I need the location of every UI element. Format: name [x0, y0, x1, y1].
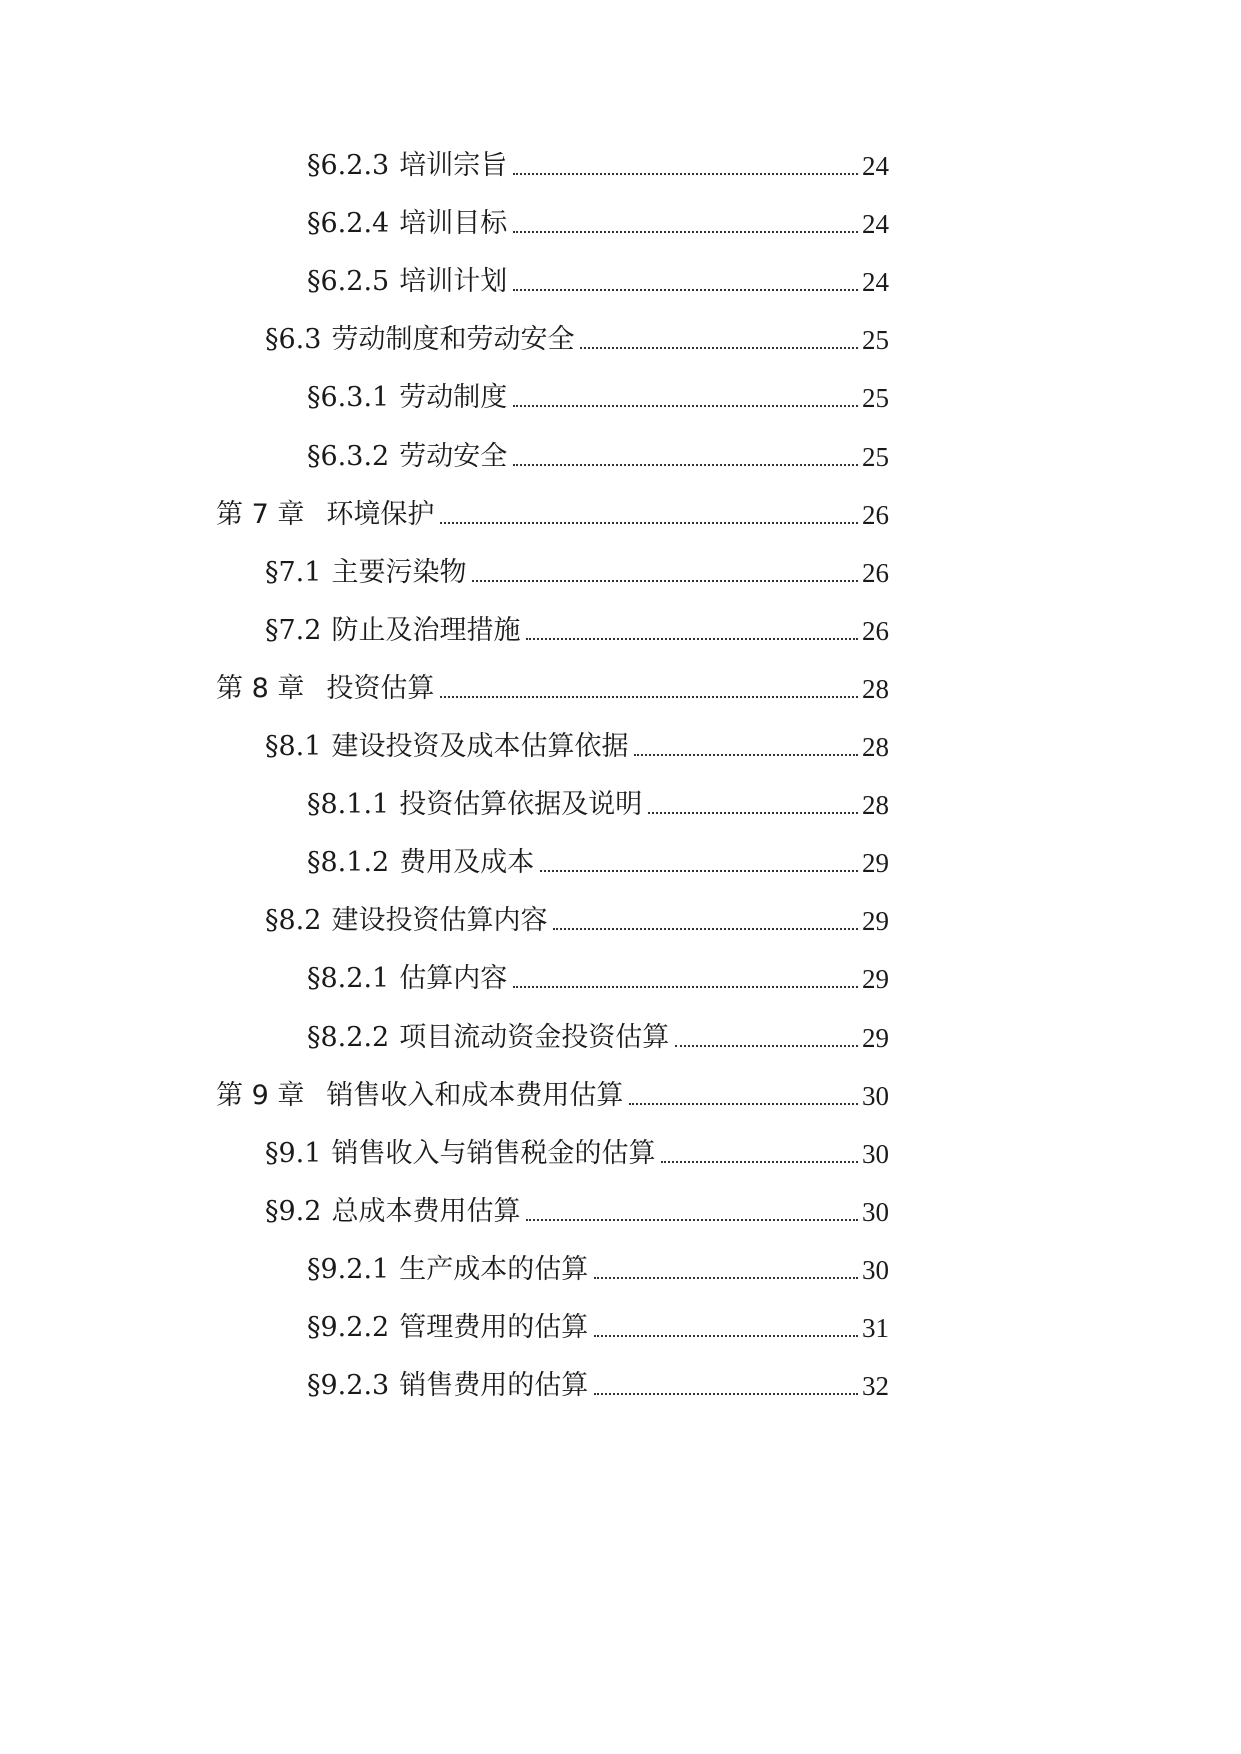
- dot-leader: [440, 522, 858, 524]
- toc-entry-number: §8.1: [265, 731, 322, 762]
- toc-entry[interactable]: [265, 550, 889, 590]
- toc-entry-number: §7.1: [265, 557, 322, 588]
- toc-entry-page-number: 31: [862, 1313, 889, 1343]
- toc-entry[interactable]: [307, 434, 889, 474]
- toc-entry[interactable]: [265, 1189, 889, 1229]
- toc-entry-page-number: 29: [862, 1023, 889, 1053]
- toc-entry[interactable]: [265, 317, 889, 357]
- toc-entry-page-number: 29: [862, 906, 889, 936]
- toc-entry-title: 培训目标: [399, 208, 508, 239]
- toc-entry[interactable]: [216, 492, 889, 532]
- toc-entry-title: 主要污染物: [331, 557, 467, 588]
- toc-entry[interactable]: [307, 1363, 889, 1403]
- toc-entry-title: 项目流动资金投资估算: [399, 1022, 670, 1053]
- dot-leader: [526, 638, 858, 640]
- dot-leader: [513, 173, 858, 175]
- toc-entry-page-number: 29: [862, 964, 889, 994]
- toc-entry[interactable]: [307, 840, 889, 880]
- dot-leader: [526, 1219, 858, 1221]
- toc-entry-title: 劳动制度: [399, 382, 508, 413]
- toc-entry[interactable]: [307, 956, 889, 996]
- toc-entry-title: 环境保护: [326, 499, 435, 530]
- toc-entry[interactable]: [216, 1073, 889, 1113]
- toc-entry[interactable]: [265, 608, 889, 648]
- dot-leader: [513, 289, 858, 291]
- dot-leader: [553, 928, 858, 930]
- toc-entry[interactable]: [307, 201, 889, 241]
- toc-entry-page-number: 28: [862, 790, 889, 820]
- dot-leader: [540, 870, 858, 872]
- toc-entry[interactable]: [307, 375, 889, 415]
- toc-entry-title: 培训计划: [399, 266, 508, 297]
- dot-leader: [513, 986, 858, 988]
- toc-entry-page-number: 30: [862, 1081, 889, 1111]
- toc-entry-number: §8.2.1: [307, 963, 390, 994]
- toc-entry[interactable]: [265, 1131, 889, 1171]
- toc-entry[interactable]: [307, 1015, 889, 1055]
- toc-entry-title: 费用及成本: [399, 847, 535, 878]
- toc-entry-page-number: 30: [862, 1139, 889, 1169]
- toc-entry-number: §6.2.4: [307, 208, 390, 239]
- toc-entry-number: §8.1.1: [307, 789, 390, 820]
- toc-entry[interactable]: [216, 666, 889, 706]
- toc-entry[interactable]: [265, 898, 889, 938]
- toc-entry-number: §6.2.5: [307, 266, 390, 297]
- toc-entry[interactable]: [265, 724, 889, 764]
- toc-entry-title: 估算内容: [399, 963, 508, 994]
- dot-leader: [513, 231, 858, 233]
- toc-entry-page-number: 25: [862, 325, 889, 355]
- toc-entry-number: §7.2: [265, 615, 322, 646]
- dot-leader: [661, 1161, 858, 1163]
- toc-entry-number: §8.2: [265, 905, 322, 936]
- toc-entry-page-number: 26: [862, 558, 889, 588]
- toc-entry-number: §9.1: [265, 1138, 322, 1169]
- dot-leader: [629, 1103, 858, 1105]
- dot-leader: [634, 754, 858, 756]
- toc-entry-number: 第 8 章: [216, 673, 305, 704]
- toc-entry-number: §6.3.2: [307, 441, 390, 472]
- toc-entry-title: 销售收入与销售税金的估算: [331, 1138, 656, 1169]
- toc-entry-page-number: 25: [862, 442, 889, 472]
- toc-entry-title: 防止及治理措施: [331, 615, 521, 646]
- dot-leader: [580, 347, 858, 349]
- toc-entry-title: 管理费用的估算: [399, 1312, 589, 1343]
- dot-leader: [594, 1277, 858, 1279]
- toc-entry-page-number: 26: [862, 616, 889, 646]
- toc-entry-number: §8.2.2: [307, 1022, 390, 1053]
- dot-leader: [594, 1393, 858, 1395]
- dot-leader: [513, 464, 858, 466]
- toc-entry-number: §6.2.3: [307, 150, 390, 181]
- toc-entry-number: §9.2.1: [307, 1254, 390, 1285]
- toc-entry-page-number: 28: [862, 732, 889, 762]
- toc-entry-page-number: 30: [862, 1255, 889, 1285]
- toc-entry-number: §9.2.2: [307, 1312, 390, 1343]
- toc-entry-title: 销售费用的估算: [399, 1370, 589, 1401]
- toc-entry-page-number: 29: [862, 848, 889, 878]
- toc-entry-title: 建设投资及成本估算依据: [331, 731, 629, 762]
- toc-entry[interactable]: [307, 1305, 889, 1345]
- toc-entry-page-number: 28: [862, 674, 889, 704]
- toc-entry-title: 培训宗旨: [399, 150, 508, 181]
- dot-leader: [594, 1335, 858, 1337]
- toc-entry-number: §6.3.1: [307, 382, 390, 413]
- toc-entry-page-number: 32: [862, 1371, 889, 1401]
- toc-entry-title: 建设投资估算内容: [331, 905, 548, 936]
- toc-entry-number: §9.2.3: [307, 1370, 390, 1401]
- toc-entry[interactable]: [307, 143, 889, 183]
- dot-leader: [648, 812, 858, 814]
- toc-entry-number: §8.1.2: [307, 847, 390, 878]
- dot-leader: [513, 405, 858, 407]
- dot-leader: [675, 1045, 858, 1047]
- toc-entry-title: 投资估算依据及说明: [399, 789, 643, 820]
- toc-entry-number: 第 9 章: [216, 1080, 305, 1111]
- toc-entry-number: §9.2: [265, 1196, 322, 1227]
- toc-entry[interactable]: [307, 782, 889, 822]
- toc-entry-page-number: 24: [862, 267, 889, 297]
- toc-entry-title: 生产成本的估算: [399, 1254, 589, 1285]
- toc-entry[interactable]: [307, 259, 889, 299]
- toc-entry-title: 劳动安全: [399, 441, 508, 472]
- toc-entry-page-number: 24: [862, 151, 889, 181]
- toc-entry-page-number: 30: [862, 1197, 889, 1227]
- toc-entry-page-number: 25: [862, 383, 889, 413]
- toc-entry-title: 投资估算: [326, 673, 435, 704]
- toc-entry[interactable]: [307, 1247, 889, 1287]
- toc-entry-title: 销售收入和成本费用估算: [326, 1080, 624, 1111]
- toc-entry-title: 劳动制度和劳动安全: [331, 324, 575, 355]
- toc-entry-number: 第 7 章: [216, 499, 305, 530]
- dot-leader: [440, 696, 858, 698]
- toc-entry-page-number: 26: [862, 500, 889, 530]
- toc-entry-title: 总成本费用估算: [331, 1196, 521, 1227]
- toc-entry-page-number: 24: [862, 209, 889, 239]
- toc-entry-number: §6.3: [265, 324, 322, 355]
- dot-leader: [472, 580, 858, 582]
